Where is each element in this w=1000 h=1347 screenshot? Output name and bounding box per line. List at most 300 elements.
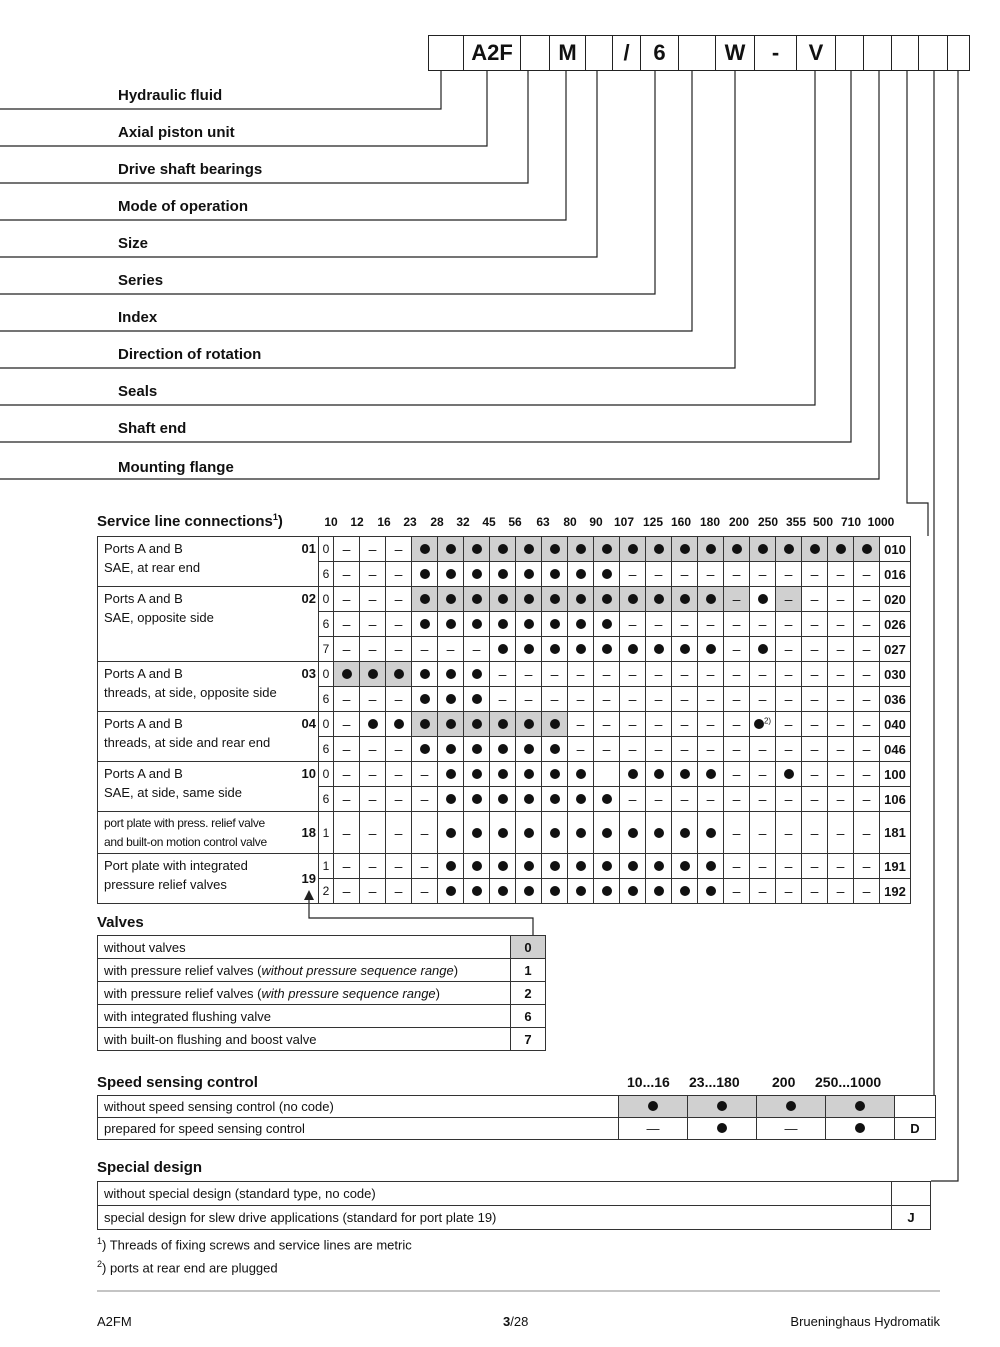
service-desc	[98, 537, 299, 587]
footnote-1-text: ) Threads of fixing screws and service lines are metric	[102, 1237, 412, 1253]
service-cell: –	[854, 812, 880, 854]
service-cell: –	[360, 879, 386, 904]
service-cell	[490, 762, 516, 787]
service-cell	[438, 712, 464, 737]
service-cell: –	[568, 712, 594, 737]
page-number-bold: 3	[503, 1314, 511, 1329]
service-cell: –	[828, 587, 854, 612]
code-cell	[678, 35, 716, 71]
service-cell: –	[854, 587, 880, 612]
dot-mark	[472, 828, 482, 838]
dot-mark	[342, 669, 352, 679]
service-cell: –	[724, 762, 750, 787]
service-cell: –	[724, 812, 750, 854]
service-cell: –	[854, 854, 880, 879]
service-cell	[412, 737, 438, 762]
dot-mark	[368, 669, 378, 679]
service-cell	[464, 662, 490, 687]
service-sub: 6	[319, 612, 334, 637]
service-desc-line: threads, at side and rear end	[104, 735, 271, 750]
service-cell	[854, 537, 880, 562]
service-cell: –	[386, 762, 412, 787]
valve-row	[98, 959, 546, 982]
service-cell	[542, 737, 568, 762]
label-10: Mounting flange	[118, 459, 234, 476]
service-cell: –	[620, 737, 646, 762]
service-cell: –	[620, 787, 646, 812]
service-cell	[490, 587, 516, 612]
service-cell	[568, 854, 594, 879]
dot-mark	[862, 544, 872, 554]
size-header-cell: 63	[536, 515, 550, 529]
service-sub: 0	[319, 712, 334, 737]
special-code: J	[892, 1206, 931, 1230]
service-sub: 0	[319, 537, 334, 562]
dot-mark	[498, 569, 508, 579]
label-6: Index	[118, 309, 158, 326]
dot-mark	[717, 1101, 727, 1111]
service-cell: –	[776, 787, 802, 812]
service-cell: –	[620, 662, 646, 687]
service-cell: –	[568, 662, 594, 687]
footer-right: Brueninghaus Hydromatik	[790, 1314, 940, 1329]
dot-mark	[368, 719, 378, 729]
dot-mark	[498, 544, 508, 554]
dot-mark	[550, 794, 560, 804]
service-cell	[568, 762, 594, 787]
service-cell: –	[334, 879, 360, 904]
service-cell: –	[724, 637, 750, 662]
dot-mark	[628, 861, 638, 871]
service-cell: –	[360, 787, 386, 812]
dot-mark	[680, 594, 690, 604]
service-cell: –	[542, 662, 568, 687]
service-cell	[672, 637, 698, 662]
service-cell: –	[750, 812, 776, 854]
valve-row	[98, 1028, 546, 1051]
dot-mark	[446, 619, 456, 629]
valve-label-post: )	[453, 962, 459, 978]
dot-mark	[602, 861, 612, 871]
dot-mark	[524, 886, 534, 896]
service-cell	[776, 537, 802, 562]
dot-mark	[524, 544, 534, 554]
service-sub: 0	[319, 762, 334, 787]
service-cell	[620, 587, 646, 612]
service-cell	[698, 854, 724, 879]
code-cell: A2F	[463, 35, 521, 71]
dot-mark	[550, 861, 560, 871]
dot-mark	[472, 694, 482, 704]
service-cell	[672, 537, 698, 562]
service-cell	[828, 537, 854, 562]
service-cell	[620, 637, 646, 662]
dot-mark	[786, 1101, 796, 1111]
valve-code: 1	[511, 959, 546, 982]
service-cell	[568, 537, 594, 562]
service-cell: –	[594, 737, 620, 762]
service-cell: –	[334, 854, 360, 879]
dot-mark	[498, 886, 508, 896]
service-row	[98, 537, 911, 562]
service-sub: 6	[319, 737, 334, 762]
code-cell: W	[715, 35, 755, 71]
dot-mark	[602, 594, 612, 604]
dot-mark	[628, 594, 638, 604]
service-cell: –	[412, 762, 438, 787]
service-cell	[438, 737, 464, 762]
dot-mark	[576, 886, 586, 896]
page-number	[503, 1314, 528, 1329]
speed-col-header: 250...1000	[815, 1074, 882, 1090]
dot-mark	[654, 769, 664, 779]
service-cell	[438, 687, 464, 712]
service-desc	[98, 712, 299, 762]
service-cell: –	[594, 712, 620, 737]
valves-title: Valves	[97, 914, 144, 931]
special-title: Special design	[97, 1159, 203, 1176]
service-cell	[620, 854, 646, 879]
service-cell	[490, 537, 516, 562]
service-cell: –	[802, 787, 828, 812]
speed-label: without speed sensing control (no code)	[98, 1096, 619, 1118]
service-desc	[98, 812, 299, 854]
dot-mark	[628, 769, 638, 779]
service-cell: –	[386, 587, 412, 612]
service-cell: –	[620, 612, 646, 637]
valve-label-text: with integrated flushing valve	[104, 1008, 271, 1024]
service-sub: 1	[319, 812, 334, 854]
service-cell	[646, 812, 672, 854]
service-cell: –	[386, 737, 412, 762]
service-cell: –	[620, 687, 646, 712]
service-cell	[464, 712, 490, 737]
dot-mark	[602, 886, 612, 896]
service-cell: –	[750, 562, 776, 587]
dot-mark	[472, 886, 482, 896]
dot-mark	[602, 544, 612, 554]
service-cell: –	[412, 879, 438, 904]
service-cell: –	[412, 812, 438, 854]
special-label: without special design (standard type, no code)	[98, 1182, 892, 1206]
label-4: Size	[118, 235, 149, 252]
service-cell: –	[854, 762, 880, 787]
speed-col-header: 10...16	[627, 1074, 670, 1090]
service-cell: –	[802, 587, 828, 612]
label-2: Drive shaft bearings	[118, 161, 263, 178]
dot-mark	[706, 861, 716, 871]
service-cell: –	[854, 562, 880, 587]
service-cell: –	[568, 687, 594, 712]
service-cell: –	[828, 687, 854, 712]
service-cell	[594, 879, 620, 904]
service-cell: –	[724, 687, 750, 712]
code-cell	[891, 35, 919, 71]
speed-cell	[619, 1096, 688, 1118]
service-cell: –	[672, 562, 698, 587]
code-cell	[947, 35, 970, 71]
footnote-1-sup: 1	[97, 1236, 103, 1246]
valve-label	[98, 1005, 511, 1028]
service-cell	[490, 812, 516, 854]
service-group-code: 04	[298, 712, 319, 762]
service-row	[98, 812, 911, 854]
service-cell: –	[776, 854, 802, 879]
valve-code: 2	[511, 982, 546, 1005]
dot-mark	[446, 744, 456, 754]
dot-mark	[758, 644, 768, 654]
dot-mark	[498, 828, 508, 838]
footnote-1	[97, 1236, 412, 1252]
service-cell	[542, 854, 568, 879]
service-cell	[620, 762, 646, 787]
speed-table	[97, 1095, 936, 1140]
valve-row	[98, 1005, 546, 1028]
valve-label-post: )	[435, 985, 441, 1001]
service-cell	[516, 562, 542, 587]
service-cell	[542, 587, 568, 612]
dot-mark	[472, 569, 482, 579]
service-out-code: 100	[880, 762, 911, 787]
service-cell: –	[386, 787, 412, 812]
dot-mark	[576, 794, 586, 804]
service-cell: –	[776, 812, 802, 854]
service-cell	[542, 537, 568, 562]
service-out-code: 020	[880, 587, 911, 612]
service-cell: –	[334, 762, 360, 787]
service-cell: –	[854, 612, 880, 637]
service-cell: –	[360, 812, 386, 854]
dot-mark	[524, 619, 534, 629]
service-cell	[672, 812, 698, 854]
service-cell	[568, 587, 594, 612]
dot-mark	[446, 769, 456, 779]
service-cell: –	[724, 854, 750, 879]
service-cell: –	[854, 687, 880, 712]
service-cell: –	[412, 854, 438, 879]
footnote-2	[97, 1259, 278, 1275]
service-cell: –	[646, 712, 672, 737]
service-cell	[750, 712, 776, 737]
dot-mark	[524, 594, 534, 604]
dot-mark	[498, 794, 508, 804]
service-cell: –	[464, 637, 490, 662]
service-cell: –	[854, 712, 880, 737]
page-number-rest: /28	[510, 1314, 529, 1329]
dot-mark	[784, 769, 794, 779]
service-cell: –	[698, 712, 724, 737]
service-cell: –	[828, 787, 854, 812]
service-cell	[698, 637, 724, 662]
note-sup: 2)	[763, 716, 772, 726]
service-cell: –	[724, 562, 750, 587]
dot-mark	[524, 769, 534, 779]
service-cell: –	[698, 687, 724, 712]
service-cell: –	[828, 712, 854, 737]
valve-label-text: with pressure relief valves (	[104, 985, 262, 1001]
service-sub: 0	[319, 587, 334, 612]
service-cell	[412, 537, 438, 562]
service-cell	[594, 537, 620, 562]
service-cell: –	[490, 687, 516, 712]
service-cell: –	[802, 712, 828, 737]
service-cell: –	[672, 737, 698, 762]
size-header-cell: 23	[403, 515, 417, 529]
dot-mark	[628, 544, 638, 554]
valve-code: 0	[511, 936, 546, 959]
service-cell	[646, 537, 672, 562]
special-code	[892, 1182, 931, 1206]
service-cell	[516, 787, 542, 812]
service-group-code: 03	[298, 662, 319, 712]
dot-mark	[576, 544, 586, 554]
service-cell	[568, 562, 594, 587]
dot-mark	[648, 1101, 658, 1111]
service-cell	[412, 587, 438, 612]
dot-mark	[680, 861, 690, 871]
service-cell	[516, 762, 542, 787]
service-cell	[542, 612, 568, 637]
service-cell: –	[750, 737, 776, 762]
dot-mark	[550, 828, 560, 838]
service-cell	[672, 854, 698, 879]
code-cell: 6	[640, 35, 679, 71]
service-cell	[438, 587, 464, 612]
dot-mark	[498, 861, 508, 871]
service-cell: –	[620, 712, 646, 737]
service-cell: –	[360, 737, 386, 762]
service-cell	[646, 587, 672, 612]
service-desc	[98, 662, 299, 712]
valve-code: 7	[511, 1028, 546, 1051]
service-cell	[594, 587, 620, 612]
service-cell: –	[802, 737, 828, 762]
dot-mark	[472, 769, 482, 779]
service-cell	[464, 612, 490, 637]
service-cell: –	[334, 587, 360, 612]
service-cell	[594, 854, 620, 879]
valves-table	[97, 935, 546, 1051]
dot-mark	[472, 744, 482, 754]
service-cell: –	[594, 662, 620, 687]
service-cell	[438, 762, 464, 787]
service-cell: –	[360, 537, 386, 562]
dot-mark	[602, 569, 612, 579]
service-desc-line: threads, at side, opposite side	[104, 685, 277, 700]
service-cell	[438, 612, 464, 637]
service-sub: 1	[319, 854, 334, 879]
size-header-cell: 16	[377, 515, 391, 529]
dot-mark	[680, 544, 690, 554]
dot-mark	[446, 669, 456, 679]
dot-mark	[628, 828, 638, 838]
service-cell	[412, 562, 438, 587]
service-desc-line: pressure relief valves	[104, 877, 227, 892]
dot-mark	[758, 544, 768, 554]
service-cell: –	[828, 854, 854, 879]
service-out-code: 026	[880, 612, 911, 637]
dot-mark	[472, 719, 482, 729]
service-cell	[516, 537, 542, 562]
service-cell: –	[854, 787, 880, 812]
service-cell: –	[646, 662, 672, 687]
service-out-code: 192	[880, 879, 911, 904]
service-cell: –	[724, 737, 750, 762]
service-cell: –	[750, 762, 776, 787]
valve-label	[98, 936, 511, 959]
service-group-code: 01	[298, 537, 319, 587]
dot-mark	[472, 544, 482, 554]
dot-mark	[524, 861, 534, 871]
service-desc-line: Port plate with integrated	[104, 858, 248, 873]
service-cell	[386, 712, 412, 737]
service-cell	[490, 712, 516, 737]
service-cell: –	[724, 879, 750, 904]
service-cell	[412, 687, 438, 712]
service-cell	[516, 612, 542, 637]
service-row	[98, 712, 911, 737]
service-cell	[516, 737, 542, 762]
service-cell: –	[724, 712, 750, 737]
dot-mark	[576, 828, 586, 838]
service-cell: –	[438, 637, 464, 662]
dot-mark	[446, 719, 456, 729]
service-desc	[98, 854, 299, 904]
dot-mark	[524, 644, 534, 654]
dot-mark	[420, 594, 430, 604]
service-cell: –	[802, 812, 828, 854]
dot-mark	[420, 544, 430, 554]
service-cell	[776, 762, 802, 787]
service-cell: –	[828, 812, 854, 854]
service-row	[98, 587, 911, 612]
service-cell	[438, 662, 464, 687]
special-row	[98, 1206, 931, 1230]
service-cell: –	[776, 612, 802, 637]
dot-mark	[576, 569, 586, 579]
service-desc-line: Ports A and B	[104, 541, 183, 556]
dot-mark	[446, 594, 456, 604]
service-cell	[750, 637, 776, 662]
dot-mark	[576, 644, 586, 654]
dot-mark	[602, 828, 612, 838]
valve-label-text: with pressure relief valves (	[104, 962, 262, 978]
speed-cell	[826, 1096, 895, 1118]
service-desc	[98, 762, 299, 812]
service-cell: –	[672, 687, 698, 712]
service-cell	[438, 787, 464, 812]
service-cell: –	[594, 687, 620, 712]
code-cell	[428, 35, 464, 71]
service-cell	[438, 854, 464, 879]
speed-title: Speed sensing control	[97, 1074, 258, 1091]
service-cell: –	[750, 612, 776, 637]
service-cell	[568, 612, 594, 637]
service-cell: –	[334, 562, 360, 587]
dot-mark	[654, 594, 664, 604]
service-title-sup: 1	[272, 512, 278, 522]
service-cell: –	[516, 687, 542, 712]
service-cell	[750, 587, 776, 612]
dot-mark	[498, 619, 508, 629]
service-cell: –	[724, 787, 750, 812]
dot-mark	[680, 828, 690, 838]
service-cell: –	[724, 612, 750, 637]
service-cell	[464, 812, 490, 854]
service-cell: –	[672, 662, 698, 687]
dot-mark	[420, 694, 430, 704]
service-cell: –	[828, 762, 854, 787]
